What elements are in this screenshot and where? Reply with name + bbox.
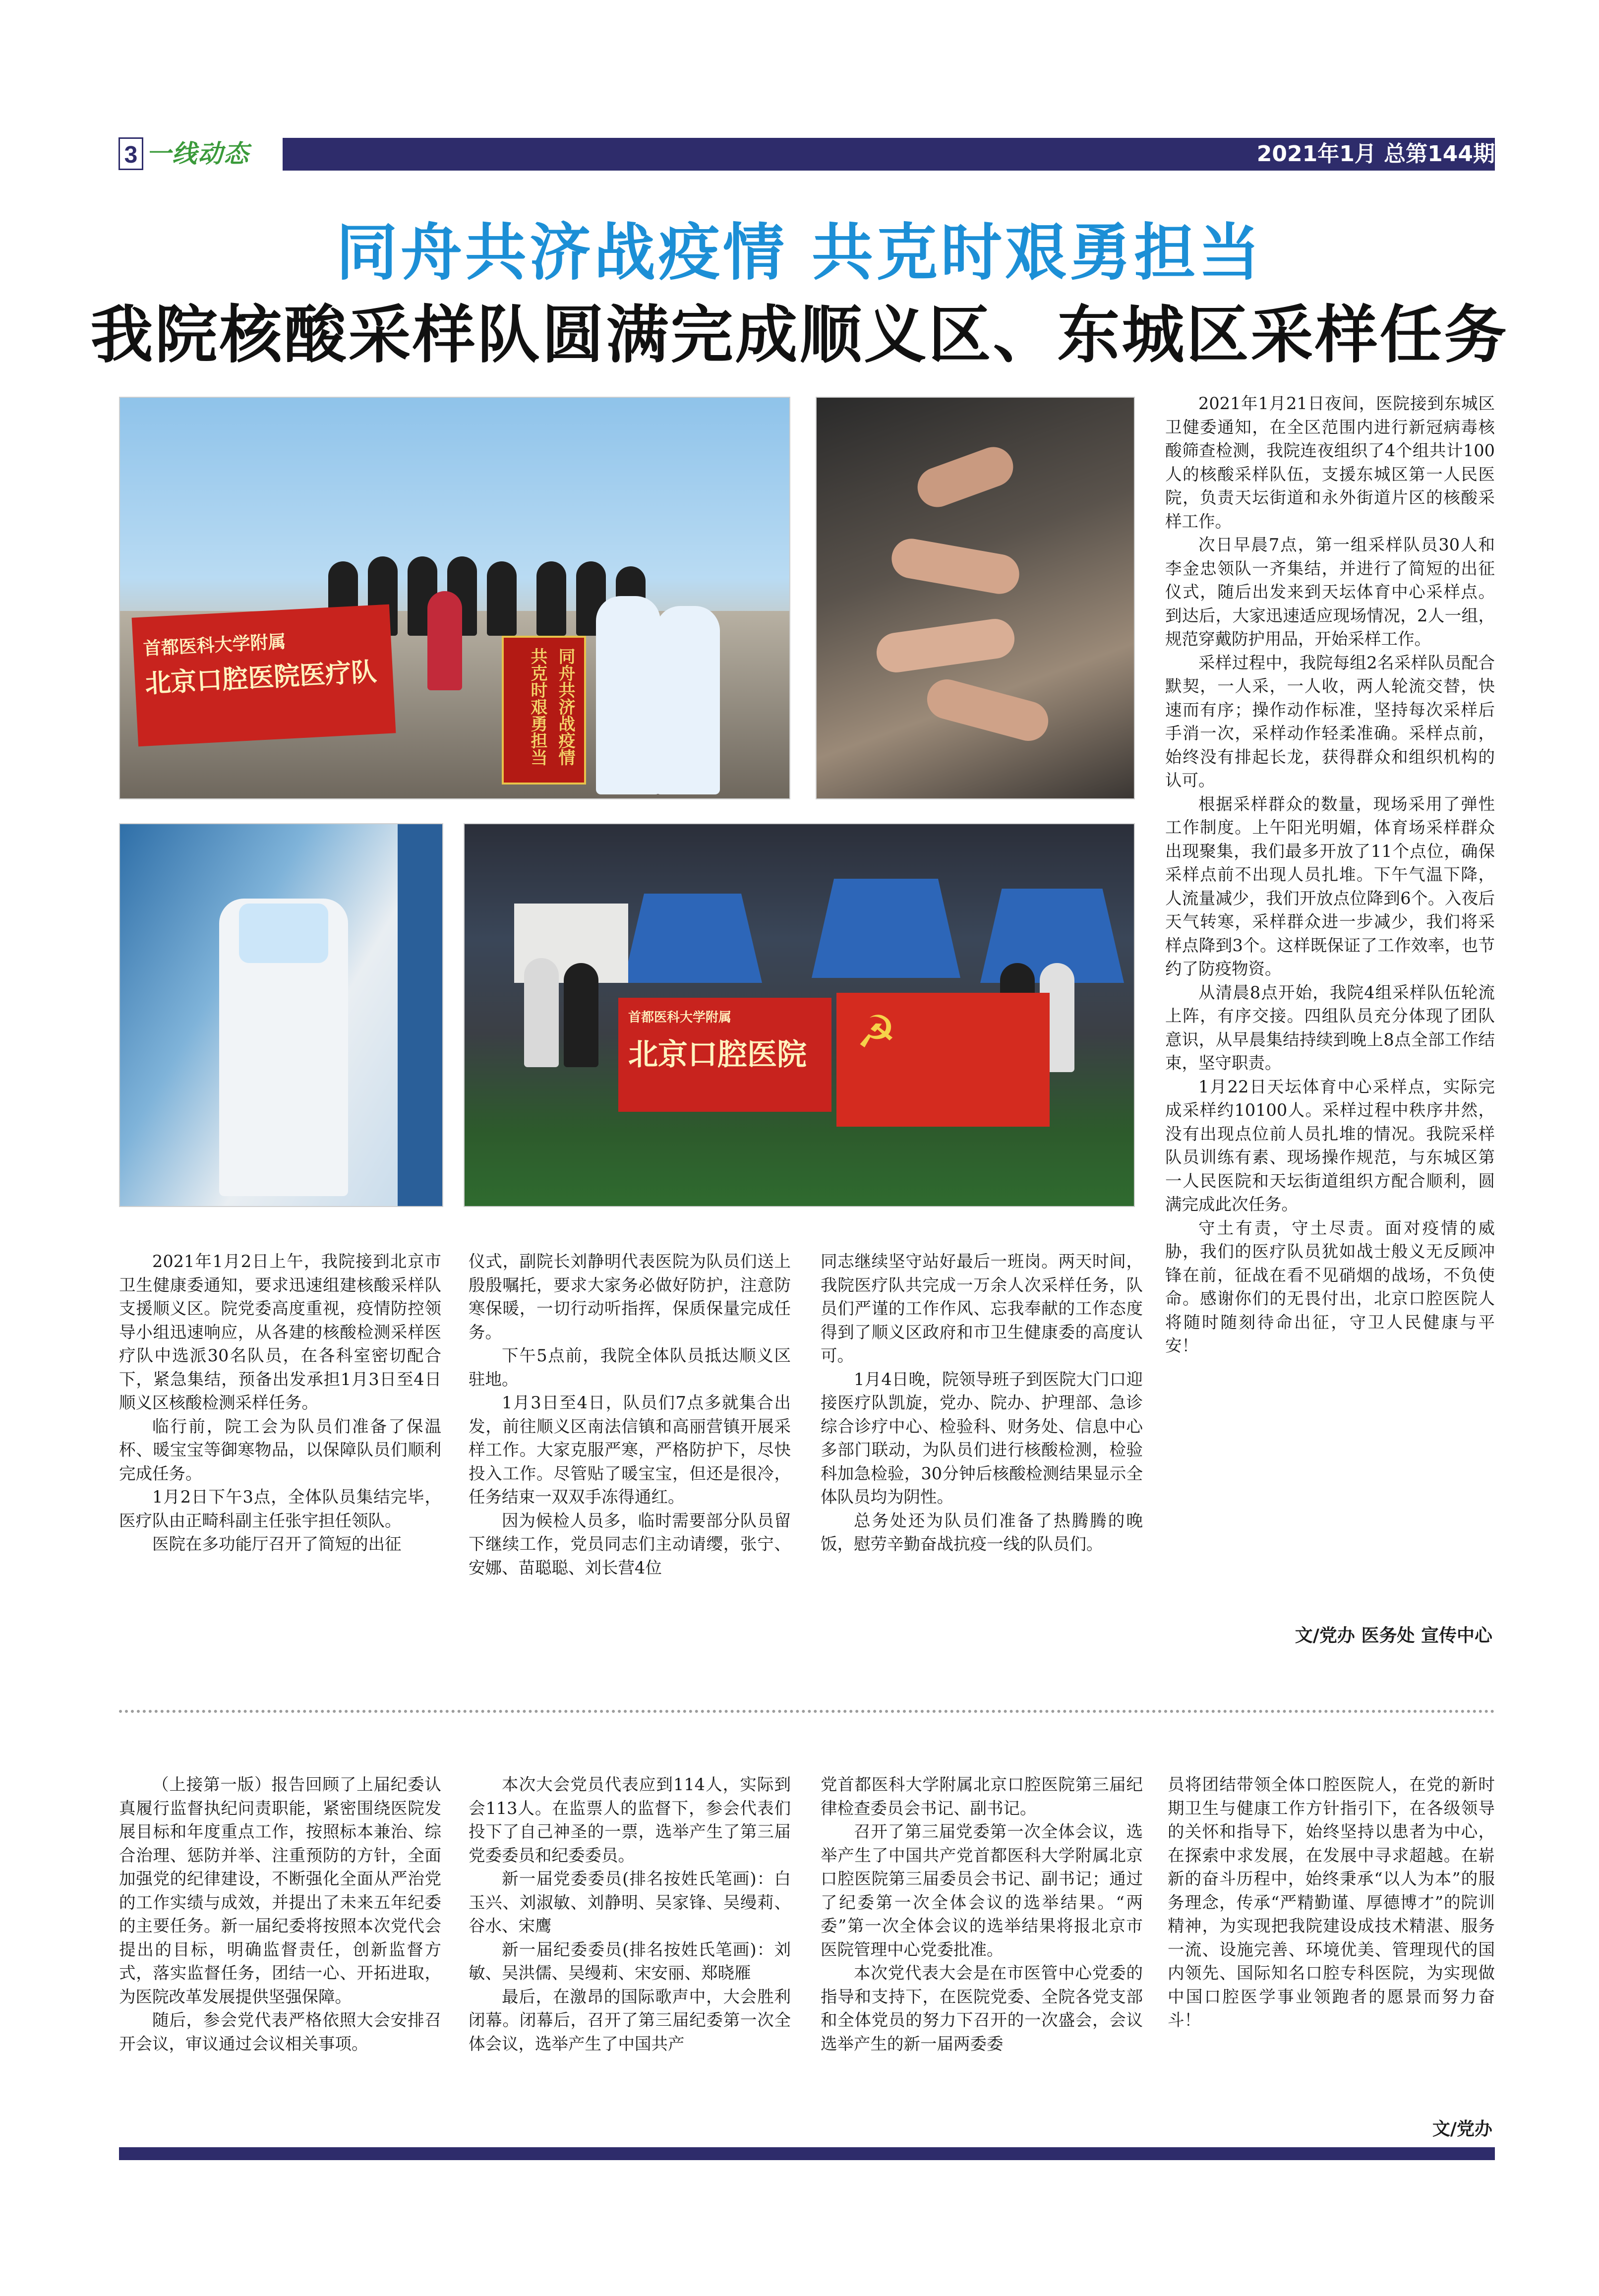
photo-protective-suit (596, 596, 660, 794)
paragraph: 总务处还为队员们准备了热腾腾的晚饭，慰劳辛勤奋战抗疫一线的队员们。 (821, 1511, 1143, 1554)
photo-person (487, 561, 517, 636)
page-number: 3 (118, 137, 143, 170)
paragraph: 次日早晨7点，第一组采样队员30人和李金忠领队一齐集结，并进行了简短的出征仪式，随后出发来到天坛体育中心采样点。到达后，大家迅速适应现场情况，2人一组，规范穿戴防护用品，开始采样工作。 (1165, 535, 1495, 649)
paragraph: 2021年1月21日夜间，医院接到东城区卫健委通知，在全区范围内进行新冠病毒核酸筛查检测，我院连夜组织了4个组共计100人的核酸采样队伍，支援东城区第一人民医院，负责天坛街道和永外街道片区的核酸采样工作。 (1165, 394, 1495, 531)
photo-team-group (119, 397, 790, 799)
banner-text-main: 北京口腔医院医疗队 (144, 657, 378, 699)
paragraph: 2021年1月2日上午，我院接到北京市卫生健康委通知，要求迅速组建核酸采样队支援顺义区。院党委高度重视，疫情防控领导小组迅速响应，从各建的核酸检测采样医疗队中选派30名队员，在各科室密切配合下，紧急集结，预备出发承担1月3日至4日顺义区核酸检测采样任务。 (119, 1252, 441, 1412)
photo-hand (888, 536, 1022, 597)
paragraph: 最后，在激昂的国际歌声中，大会胜利闭幕。闭幕后，召开了第三届纪委第一次全体会议，选举产生了中国共产 (469, 1987, 791, 2054)
article2-column-2 (469, 1773, 791, 2055)
paragraph: 仪式，副院长刘静明代表医院为队员们送上殷殷嘱托，要求大家务必做好防护，注意防寒保暖，一切行动听指挥，保质保量完成任务。 (469, 1252, 791, 1342)
paragraph: 1月2日下午3点，全体队员集结完毕，医疗队由正畸科副主任张宇担任领队。 (119, 1487, 441, 1530)
photo-party-flag (836, 993, 1050, 1127)
photo-medic-suit (119, 823, 443, 1207)
paragraph: 召开了第三届党委第一次全体会议，选举产生了中国共产党首都医科大学附属北京口腔医院第三届委员会书记、副书记；通过了纪委第一次全体会议的选举结果。“两委”第一次全体会议的选举结果将报北京市医院管理中心党委批准。 (821, 1822, 1143, 1959)
paragraph: 医院在多功能厅召开了简短的出征 (152, 1534, 402, 1554)
article-column-3 (821, 1250, 1143, 1556)
photo-face-shield (239, 904, 328, 963)
paragraph: 从清晨8点开始，我院4组采样队伍轮流上阵，有序交接。四组队员充分体现了团队意识，从早晨集结持续到晚上8点全部工作结束，坚守职责。 (1165, 982, 1495, 1073)
photo-hand (912, 441, 1018, 513)
paragraph: 下午5点前，我院全体队员抵达顺义区驻地。 (469, 1346, 791, 1389)
paragraph: 随后，参会党代表严格依照大会安排召开会议，审议通过会议相关事项。 (119, 2010, 441, 2054)
footer-bar (119, 2147, 1495, 2160)
headline-primary: 同舟共济战疫情 共克时艰勇担当 (336, 217, 1263, 289)
photo-hand (874, 616, 1017, 675)
photo-night-group (464, 823, 1135, 1207)
paragraph: 新一届纪委委员(排名按姓氏笔画)：刘敏、吴洪儒、吴缦莉、宋安丽、郑晓雁 (469, 1939, 791, 1983)
photo-person (536, 561, 566, 636)
column-name: 一线动态 (146, 139, 249, 168)
paragraph: 根据采样群众的数量，现场采用了弹性工作制度。上午阳光明媚，体育场采样群众出现聚集，我们最多开放了11个点位，确保采样点前不出现人员扎堆。下午气温下降，人流量减少，我们开放点位降到6个。入夜后天气转寒，采样群众进一步减少，我们将采样点降到3个。这样既保证了工作效率，也节约了防疫物资。 (1165, 794, 1495, 978)
paragraph: 党首都医科大学附属北京口腔医院第三届纪律检查委员会书记、副书记。 (821, 1775, 1143, 1818)
night-banner-top: 首都医科大学附属 (628, 1010, 732, 1025)
photo-tent (812, 879, 960, 978)
paragraph: 1月3日至4日，队员们7点多就集合出发，前往顺义区南法信镇和高丽营镇开展采样工作。大家克服严寒，严格防护下，尽快投入工作。尽管贴了暖宝宝，但还是很冷，任务结束一双双手冻得通红。 (469, 1393, 791, 1507)
photo-person (564, 963, 598, 1067)
photo-protective-suit (655, 606, 720, 794)
paragraph: 采样过程中，我院每组2名采样队员配合默契，一人采，一人收，两人轮流交替，快速而有序；操作动作标准，坚持每次采样后手消一次，采样动作轻柔准确。采样点前，始终没有排起长龙，获得群众和组织机构的认可。 (1165, 653, 1495, 790)
photo-tent (623, 894, 762, 983)
headline-secondary: 我院核酸采样队圆满完成顺义区、东城区采样任务 (90, 298, 1509, 371)
article2-column-4 (1168, 1773, 1495, 2032)
hammer-sickle-icon: ☭ (856, 1006, 896, 1058)
article2-column-3 (821, 1773, 1143, 2055)
issue-date: 2021年1月 总第144期 (1256, 141, 1495, 167)
paragraph: 本次党代表大会是在市医管中心党委的指导和支持下，在医院党委、全院各党支部和全体党员的努力下召开的一次盛会，会议选举产生的新一届两委委 (821, 1963, 1143, 2054)
paragraph: 临行前，院工会为队员们准备了保温杯、暖宝宝等御寒物品，以保障队员们顺利完成任务。 (119, 1416, 441, 1483)
paragraph: 因为候检人员多，临时需要部分队员留下继续工作，党员同志们主动请缨，张宁、安娜、苗聪聪、刘长营4位 (469, 1511, 791, 1577)
banner-text-top: 首都医科大学附属 (142, 631, 287, 660)
photo-pennant: 同舟共济战疫情 共克时艰勇担当 (502, 636, 586, 785)
paragraph: 1月22日天坛体育中心采样点，实际完成采样约10100人。采样过程中秩序井然，没有出现点位前人员扎堆的情况。我院采样队员训练有素、现场操作规范，与东城区第一人民医院和天坛街道组织方配合顺利，圆满完成此次任务。 (1165, 1077, 1495, 1214)
photo-hand (923, 675, 1053, 745)
paragraph: 守土有责，守土尽责。面对疫情的威胁，我们的医疗队员犹如战士般义无反顾冲锋在前，征战在看不见硝烟的战场，不负使命。感谢你们的无畏付出，北京口腔医院人将随时随刻待命出征，守卫人民健康与平安！ (1165, 1218, 1495, 1355)
night-banner-text: 北京口腔医院 (628, 1037, 807, 1072)
photo-team-banner (132, 604, 396, 747)
paragraph: 新一届党委委员(排名按姓氏笔画)：白玉兴、刘淑敏、刘静明、吴家锋、吴缦莉、谷水、宋鹰 (469, 1869, 791, 1935)
photo-tent-wall (398, 824, 442, 1206)
article-byline: 文/党办 医务处 宣传中心 (1295, 1626, 1492, 1646)
photo-hands (816, 397, 1135, 799)
paragraph: 同志继续坚守站好最后一班岗。两天时间，我院医疗队共完成一万余人次采样任务，队员们严谨的工作作风、忘我奉献的工作态度得到了顺义区政府和市卫生健康委的高度认可。 (821, 1252, 1143, 1365)
dotted-divider (119, 1710, 1495, 1713)
article2-column-1 (119, 1773, 441, 2055)
paragraph: 员将团结带领全体口腔医院人，在党的新时期卫生与健康工作方针指引下，在各级领导的关怀和指导下，始终坚持以患者为中心，在探索中求发展，在发展中寻求超越。在崭新的奋斗历程中，始终秉承“以人为本”的服务理念，传承“严精勤谨、厚德博才”的院训精神，为实现把我院建设成技术精湛、服务一流、设施完善、环境优美、管理现代的国内领先、国际知名口腔专科医院，为实现做中国口腔医学事业领跑者的愿景而努力奋斗！ (1168, 1775, 1495, 2030)
photo-person (524, 958, 559, 1067)
paragraph: 1月4日晚，院领导班子到医院大门口迎接医疗队凯旋，党办、院办、护理部、急诊综合诊疗中心、检验科、财务处、信息中心多部门联动，为队员们进行核酸检测，检验科加急检验，30分钟后核酸检测结果显示全体队员均为阴性。 (821, 1369, 1143, 1507)
article-column-1 (119, 1250, 441, 1556)
photo-hospital-banner (618, 998, 831, 1112)
article2-byline: 文/党办 (1432, 2119, 1492, 2139)
article-column-2 (469, 1250, 791, 1579)
paragraph: （上接第一版）报告回顾了上届纪委认真履行监督执纪问责职能，紧密围绕医院发展目标和年度重点工作，按照标本兼治、综合治理、惩防并举、注重预防的方针，全面加强党的纪律建设，不断强化全面从严治党的工作实绩与成效，并提出了未来五年纪委的主要任务。新一届纪委将按照本次党代会提出的目标，明确监督责任，创新监督方式，落实监督任务，团结一心、开拓进取，为医院改革发展提供坚强保障。 (119, 1775, 441, 2006)
photo-person-red (427, 591, 462, 690)
paragraph: 本次大会党员代表应到114人，实际到会113人。在监票人的监督下，参会代表们投下了自己神圣的一票，选举产生了第三届党委委员和纪委委员。 (469, 1775, 791, 1865)
article-column-right (1165, 392, 1495, 1358)
